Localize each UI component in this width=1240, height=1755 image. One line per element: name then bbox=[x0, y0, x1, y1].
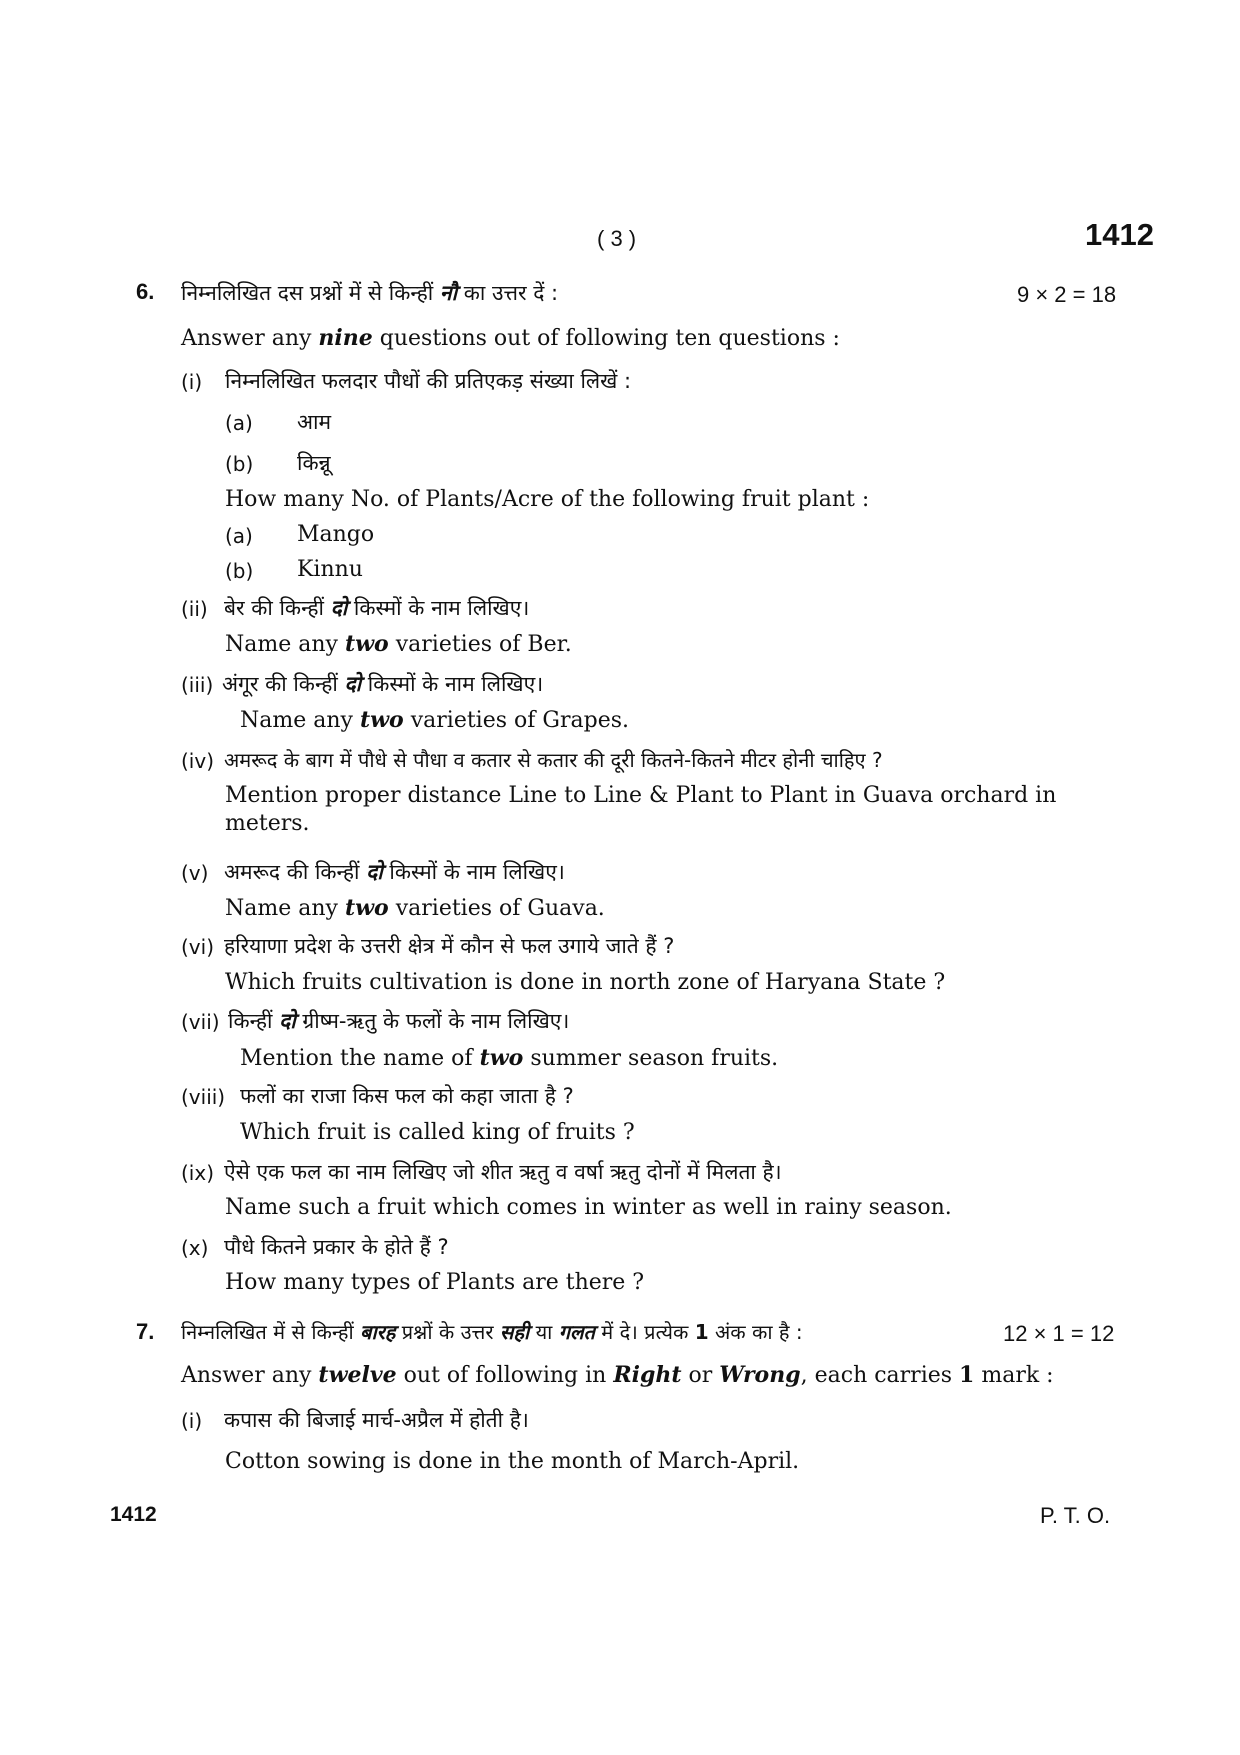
q6-ix-label: (ix) bbox=[181, 1161, 214, 1185]
q6-i-b-label-en: (b) bbox=[225, 559, 254, 583]
emphasis: सही bbox=[499, 1320, 530, 1344]
question-6-marks: 9 × 2 = 18 bbox=[1017, 282, 1117, 307]
q6-ii-label: (ii) bbox=[181, 597, 208, 621]
text: Answer any bbox=[181, 326, 319, 351]
emphasis: two bbox=[344, 631, 389, 657]
emphasis: twelve bbox=[318, 1362, 397, 1388]
q6-i-a-english: Mango bbox=[297, 522, 375, 547]
q7-i-english: Cotton sowing is done in the month of March-April. bbox=[225, 1449, 800, 1474]
question-6-number: 6. bbox=[136, 279, 155, 304]
q6-ii-english bbox=[225, 631, 572, 657]
text: किन्हीं bbox=[228, 1009, 280, 1033]
text: का उत्तर दें : bbox=[457, 281, 559, 305]
emphasis: Right bbox=[613, 1362, 682, 1388]
q6-i-label: (i) bbox=[181, 370, 203, 394]
text: अंक का है : bbox=[708, 1320, 803, 1344]
q6-x-english: How many types of Plants are there ? bbox=[225, 1270, 645, 1295]
q6-viii-hindi: फलों का राजा किस फल को कहा जाता है ? bbox=[240, 1084, 574, 1108]
emphasis: गलत bbox=[558, 1320, 595, 1344]
question-6-hindi bbox=[181, 279, 558, 307]
text: summer season fruits. bbox=[523, 1046, 779, 1071]
q6-ii-hindi bbox=[224, 594, 529, 622]
q7-i-label: (i) bbox=[181, 1409, 203, 1433]
text: अमरूद की किन्हीं bbox=[224, 860, 367, 884]
q6-i-a-label: (a) bbox=[225, 411, 253, 435]
emphasis: two bbox=[359, 707, 404, 733]
q6-vi-label: (vi) bbox=[181, 935, 214, 959]
text: प्रश्नों के उत्तर bbox=[395, 1320, 500, 1344]
q6-iv-hindi: अमरूद के बाग में पौधे से पौधा व कतार से कतार की दूरी कितने-कितने मीटर होनी चाहिए ? bbox=[224, 748, 883, 772]
text: Answer any bbox=[181, 1363, 319, 1388]
text: varieties of Ber. bbox=[388, 632, 572, 657]
text: out of following in bbox=[396, 1363, 614, 1388]
text: , each carries bbox=[800, 1363, 960, 1388]
q6-ix-hindi: ऐसे एक फल का नाम लिखिए जो शीत ऋतु व वर्षा ऋतु दोनों में मिलता है। bbox=[224, 1160, 782, 1184]
q6-i-a-hindi: आम bbox=[297, 410, 332, 434]
q6-x-hindi: पौधे कितने प्रकार के होते हैं ? bbox=[224, 1235, 449, 1259]
text: Name any bbox=[225, 632, 345, 657]
q6-iii-english bbox=[240, 707, 629, 733]
text: questions out of following ten questions : bbox=[372, 326, 840, 351]
q6-vii-hindi bbox=[228, 1007, 569, 1035]
text: or bbox=[681, 1363, 720, 1388]
text: Name any bbox=[240, 708, 360, 733]
q6-iii-hindi bbox=[222, 670, 543, 698]
q6-i-b-label: (b) bbox=[225, 452, 254, 476]
emphasis: दो bbox=[344, 672, 362, 696]
emphasis: nine bbox=[318, 325, 373, 351]
emphasis: 1 bbox=[694, 1320, 709, 1344]
emphasis: two bbox=[344, 895, 389, 921]
emphasis: 1 bbox=[959, 1362, 975, 1388]
emphasis: दो bbox=[366, 860, 383, 884]
q6-v-english bbox=[225, 895, 605, 921]
q6-viii-english: Which fruit is called king of fruits ? bbox=[240, 1120, 635, 1145]
page-number: ( 3 ) bbox=[597, 226, 637, 251]
question-7-marks: 12 × 1 = 12 bbox=[1003, 1321, 1115, 1346]
q6-vii-english bbox=[240, 1045, 778, 1071]
q6-i-hindi: निम्नलिखित फलदार पौधों की प्रतिएकड़ संख्या लिखें : bbox=[225, 369, 632, 393]
emphasis: Wrong bbox=[719, 1362, 801, 1388]
q6-i-b-hindi: किन्नू bbox=[297, 451, 331, 475]
text: varieties of Grapes. bbox=[403, 708, 629, 733]
q6-iii-label: (iii) bbox=[181, 673, 214, 697]
text: किस्मों के नाम लिखिए। bbox=[382, 860, 565, 884]
text: बेर की किन्हीं bbox=[224, 596, 331, 620]
text: Name any bbox=[225, 896, 345, 921]
q6-iv-english-line1: Mention proper distance Line to Line & Plant to Plant in Guava orchard in bbox=[225, 783, 1057, 808]
q6-i-b-english: Kinnu bbox=[297, 557, 363, 582]
question-7-hindi bbox=[181, 1318, 803, 1345]
paper-code: 1412 bbox=[1085, 217, 1154, 252]
q6-iv-english-line2: meters. bbox=[225, 811, 310, 836]
text: ग्रीष्म-ऋतु के फलों के नाम लिखिए। bbox=[295, 1009, 570, 1033]
q6-x-label: (x) bbox=[181, 1236, 209, 1260]
text: किस्मों के नाम लिखिए। bbox=[347, 596, 530, 620]
text: निम्नलिखित दस प्रश्नों में से किन्हीं bbox=[181, 281, 440, 305]
q6-v-hindi bbox=[224, 858, 565, 886]
emphasis: बारह bbox=[360, 1320, 396, 1344]
question-7-number: 7. bbox=[136, 1319, 155, 1344]
text: में दे। प्रत्येक bbox=[594, 1320, 695, 1344]
emphasis: दो bbox=[279, 1009, 296, 1033]
q6-iv-label: (iv) bbox=[181, 749, 214, 773]
q6-v-label: (v) bbox=[181, 861, 209, 885]
text: Mention the name of bbox=[240, 1046, 480, 1071]
q6-vi-english: Which fruits cultivation is done in north zone of Haryana State ? bbox=[225, 970, 946, 995]
q6-i-a-label-en: (a) bbox=[225, 524, 253, 548]
q6-viii-label: (viii) bbox=[181, 1085, 226, 1109]
q6-vii-label: (vii) bbox=[181, 1010, 220, 1034]
text: varieties of Guava. bbox=[388, 896, 605, 921]
q7-i-hindi: कपास की बिजाई मार्च-अप्रैल में होती है। bbox=[224, 1408, 529, 1432]
emphasis: दो bbox=[330, 596, 348, 620]
question-6-english bbox=[181, 325, 840, 351]
emphasis: two bbox=[479, 1045, 524, 1071]
text: निम्नलिखित में से किन्हीं bbox=[181, 1320, 361, 1344]
q6-ix-english: Name such a fruit which comes in winter as well in rainy season. bbox=[225, 1195, 952, 1220]
emphasis: नौ bbox=[439, 281, 458, 305]
q6-i-english: How many No. of Plants/Acre of the following fruit plant : bbox=[225, 487, 870, 512]
text: किस्मों के नाम लिखिए। bbox=[361, 672, 544, 696]
footer-code: 1412 bbox=[110, 1503, 157, 1526]
text: mark : bbox=[974, 1363, 1054, 1388]
question-7-english bbox=[181, 1362, 1054, 1388]
footer-pto: P. T. O. bbox=[1040, 1503, 1111, 1528]
q6-vi-hindi: हरियाणा प्रदेश के उत्तरी क्षेत्र में कौन से फल उगाये जाते हैं ? bbox=[224, 934, 675, 958]
text: या bbox=[529, 1320, 559, 1344]
text: अंगूर की किन्हीं bbox=[222, 672, 345, 696]
